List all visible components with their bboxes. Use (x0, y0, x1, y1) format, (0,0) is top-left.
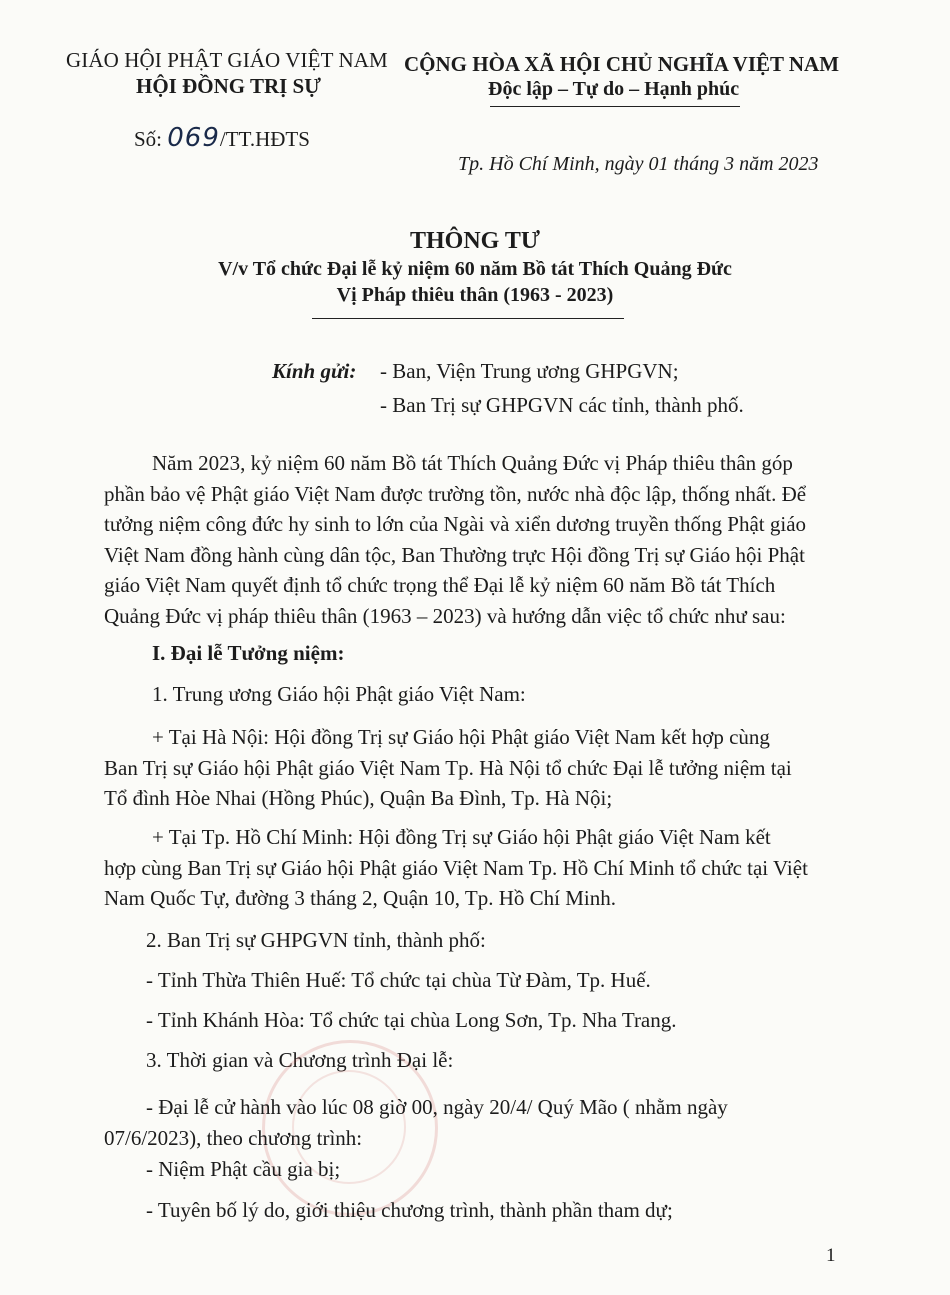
national-title: CỘNG HÒA XÃ HỘI CHỦ NGHĨA VIỆT NAM (404, 52, 840, 76)
document-date: Tp. Hồ Chí Minh, ngày 01 tháng 3 năm 2023 (458, 153, 819, 175)
text-line: - Đại lễ cử hành vào lúc 08 giờ 00, ngày 20/4/ Quý Mão ( nhằm ngày (146, 1095, 728, 1119)
text-line: hợp cùng Ban Trị sự Giáo hội Phật giáo Việt Nam Tp. Hồ Chí Minh tổ chức tại Việt (104, 855, 808, 880)
text-line: + Tại Tp. Hồ Chí Minh: Hội đồng Trị sự Giáo hội Phật giáo Việt Nam kết (152, 825, 771, 849)
recipient-item: - Ban, Viện Trung ương GHPGVN; (380, 359, 679, 383)
schedule-paragraph (104, 1092, 844, 1153)
text-line: Ban Trị sự Giáo hội Phật giáo Việt Nam Tp. Hà Nội tổ chức Đại lễ tưởng niệm tại (104, 755, 792, 780)
list-item: - Tỉnh Thừa Thiên Huế: Tổ chức tại chùa Từ Đàm, Tp. Huế. (146, 968, 651, 992)
motto-underline (490, 106, 740, 107)
page-number: 1 (826, 1245, 836, 1266)
text-line: phần bảo vệ Phật giáo Việt Nam được trường tồn, nước nhà độc lập, thống nhất. Để (104, 481, 807, 506)
section-heading: I. Đại lễ Tưởng niệm: (152, 641, 345, 665)
text-line: tưởng niệm công đức hy sinh to lớn của Ngài và xiển dương truyền thống Phật giáo (104, 512, 807, 536)
doc-no-suffix: /TT.HĐTS (219, 127, 310, 151)
text-line: + Tại Hà Nội: Hội đồng Trị sự Giáo hội Phật giáo Việt Nam kết hợp cùng (152, 725, 770, 749)
text-line: Quảng Đức vị pháp thiêu thân (1963 – 2023) và hướng dẫn việc tổ chức như sau: (104, 603, 786, 628)
intro-paragraph (104, 448, 844, 631)
org-name: GIÁO HỘI PHẬT GIÁO VIỆT NAM (66, 48, 388, 72)
document-title: THÔNG TƯ (409, 228, 541, 254)
org-council: HỘI ĐỒNG TRỊ SỰ (136, 74, 321, 98)
recipients-label: Kính gửi: (272, 359, 357, 383)
list-item: - Niệm Phật cầu gia bị; (146, 1157, 341, 1181)
text-line: 07/6/2023), theo chương trình: (104, 1125, 363, 1150)
hanoi-paragraph (104, 722, 844, 814)
list-item: - Tỉnh Khánh Hòa: Tổ chức tại chùa Long Sơn, Tp. Nha Trang. (146, 1008, 677, 1032)
recipient-item: - Ban Trị sự GHPGVN các tỉnh, thành phố. (380, 393, 744, 417)
title-underline (312, 318, 624, 319)
item-heading: 3. Thời gian và Chương trình Đại lễ: (146, 1048, 454, 1072)
hcm-paragraph (104, 822, 844, 914)
national-motto: Độc lập – Tự do – Hạnh phúc (488, 78, 740, 100)
item-heading: 2. Ban Trị sự GHPGVN tỉnh, thành phố: (146, 928, 486, 952)
list-item: - Tuyên bố lý do, giới thiệu chương trình, thành phần tham dự; (146, 1198, 673, 1222)
text-line: Năm 2023, kỷ niệm 60 năm Bồ tát Thích Quảng Đức vị Pháp thiêu thân góp (152, 451, 793, 475)
text-line: Tổ đình Hòe Nhai (Hồng Phúc), Quận Ba Đình, Tp. Hà Nội; (104, 786, 613, 810)
text-line: Nam Quốc Tự, đường 3 tháng 2, Quận 10, Tp. Hồ Chí Minh. (104, 886, 616, 910)
item-heading: 1. Trung ương Giáo hội Phật giáo Việt Nam: (152, 682, 526, 706)
doc-no-handwritten: 069 (167, 123, 220, 153)
doc-no-label: Số: (134, 127, 168, 151)
text-line: Việt Nam đồng hành cùng dân tộc, Ban Thường trực Hội đồng Trị sự Giáo hội Phật (104, 542, 805, 567)
subject-line-1: V/v Tổ chức Đại lễ kỷ niệm 60 năm Bồ tát Thích Quảng Đức (218, 258, 732, 280)
subject-line-2: Vị Pháp thiêu thân (1963 - 2023) (336, 284, 614, 306)
document-number (134, 123, 310, 153)
text-line: giáo Việt Nam quyết định tổ chức trọng thể Đại lễ kỷ niệm 60 năm Bồ tát Thích (104, 573, 776, 597)
